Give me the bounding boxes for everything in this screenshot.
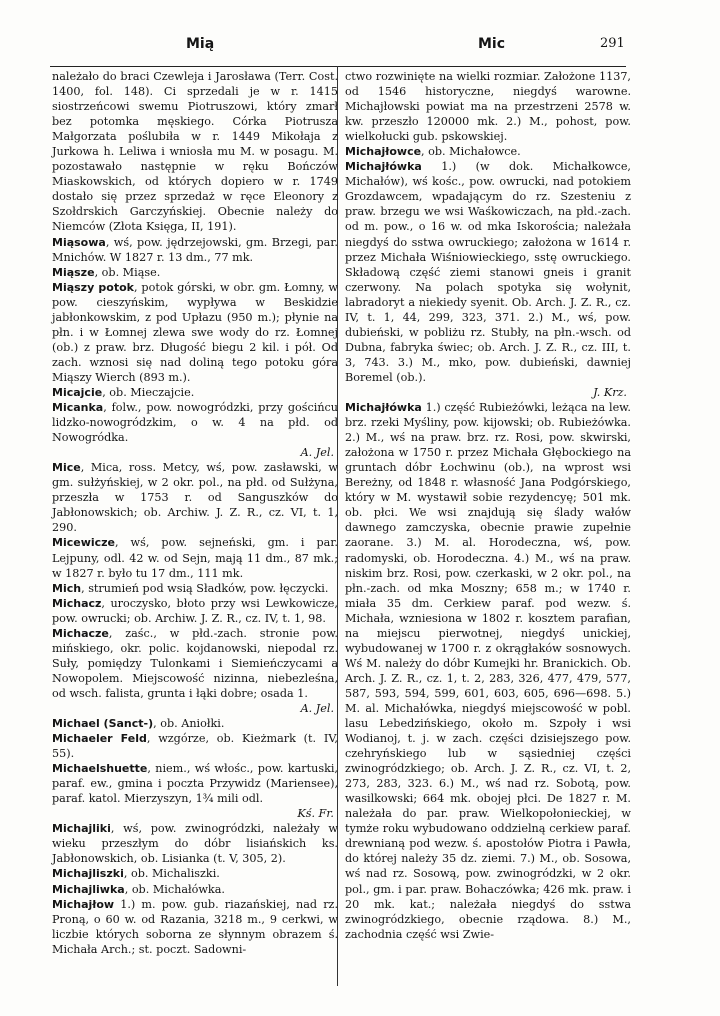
- entry-text: 1.) (w dok. Michałkowce, Michałów), wś kośc., pow. owrucki, nad potokiem Grozdawcem, wpadającym do rz. Szesteniu z praw. brzegu we wsi Waśkowiczach, na płd.-zach. od m. pow., o 16 w. od mka Iskorościa; należała niegdyś do sstwa owruckiego; założona w 1614 r. przez Michała Wiśniowieckiego, sstę owruckiego. Składową część ziemi stanowi gneis i granit czerwony. Na polach spotyka się wołynit, labradoryt a niekiedy syenit. Ob. Arch. J. Z. R., cz. IV, t. 1, 44, 299, 323, 371. 2.) M., wś, pow. dubieński, w pobliżu rz. Stubły, na płn.-wsch. od Dubna, fabryka świec; ob. Arch. J. Z. R., cz. III, t. 3, 743. 3.) M., mko, pow. dubieński, dawniej Boremel (ob.).: [345, 160, 631, 384]
- dictionary-entry: [52, 385, 338, 400]
- author-signature: Kś. Fr.: [297, 807, 334, 821]
- right-column: [345, 69, 631, 942]
- entry-headword: Michacz: [52, 596, 102, 610]
- entry-text: , folw., pow. nowogródzki, przy gościńcu lidzko-nowogródzkim, o w. 4 na płd. od Nowogródka.: [52, 401, 338, 445]
- dictionary-entry: [52, 821, 338, 866]
- header-rule: [50, 66, 626, 67]
- entry-text: 1.) część Rubieżówki, leżąca na lew. brz. rzeki Myśliny, pow. kijowski; ob. Rubieżówka. 2.) M., wś na praw. brz. rz. Rosi, pow. skwirski, założona w 1750 r. przez Michała Głębockiego na gruntach dóbr Łochwinu (ob.), na wprost wsi Bereżny, od 1848 r. własność Jana Podgórskiego, który w M. wystawił sobie rezydencyę; 501 mk. ob. płci. We wsi znajdują się ślady wałów dawnego zamczyska, obecnie prawie zupełnie zaorane. 3.) M. al. Horodeczna, wś, pow. radomyski, ob. Horodeczna. 4.) M., wś na praw. niskim brz. Rosi, pow. czerkaski, w 2 okr. pol., na płn.-zach. od mka Moszny; 658 m.; w 1740 r. miała 35 dm. Cerkiew paraf. pod wezw. ś. Michała, wzniesiona w 1802 r. kosztem parafian, na miejscu pierwotnej, niegdyś unickiej, wybudowanej w 1700 r. z okrągłaków sosnowych. Wś M. należy do dóbr Kumejki hr. Branickich. Ob. Arch. J. Z. R., cz. 1, t. 2, 283, 326, 477, 479, 577, 587, 593, 594, 599, 601, 603, 605, 696—698. 5.) M. al. Michałówka, niegdyś miejscowość w pobl. lasu Lebedzińskiego, około m. Szpoły i wsi Wodianoj, t. j. w zach. części dzisiejszego pow. czehryńskiego lub w sąsiedniej części zwinogródzkiego; ob. Arch. J. Z. R., cz. VI, t. 2, 273, 283, 323. 6.) M., wś nad rz. Sobotą, pow. wasilkowski; 664 mk. obojej płci. De 1827 r. M. należała do par. praw. Wielkopołonieckiej, w tymże roku wybudowano oddzielną cerkiew paraf. drewnianą pod wezw. ś. apostołów Piotra i Pawła, do której należy 35 dz. ziemi. 7.) M., ob. Sosowa, wś nad rz. Sosową, pow. zwinogródzki, w 2 okr. pol., gm. i par. praw. Bohaczówka; 426 mk. praw. i 20 mk. kat.; należała niegdyś do sstwa zwinogródzkiego, obecnie rządowa. 8.) M., zachodnia część wsi Zwie-: [345, 401, 631, 941]
- page-number: 291: [600, 36, 625, 51]
- dictionary-entry: [345, 400, 631, 942]
- author-signature: J. Krz.: [593, 385, 627, 399]
- entry-text: , zaśc., w płd.-zach. stronie pow. mińskiego, okr. polic. kojdanowski, niepodal rz. Suły, pomiędzy Tulonkami i Siemieńczycami a Nowopolem. Miejscowość nizinna, niebezleśna, od wsch. falista, grunta i łąki dobre; osada 1.: [52, 626, 338, 700]
- entry-headword: Michajłowce: [345, 145, 422, 159]
- entry-headword: Michael (Sanct-): [52, 717, 154, 731]
- entry-headword: Mice: [52, 461, 81, 475]
- entry-text: , ob. Mieczajcie.: [102, 385, 195, 399]
- entry-text: należało do braci Czewleja i Jarosława (Terr. Cost. 1400, fol. 148). Ci sprzedali je w r. 1415 siostrzeńcowi swemu Piotruszowi, który zmarł bez potomka męskiego. Córka Piotrusza Małgorzata poślubiła w r. 1449 Mikołaja z Jurkowa h. Leliwa i wniosła mu M. w posagu. M. pozostawało następnie w ręku Bończów Miaskowskich, od których dopiero w r. 1749 dostało się przez sprzedaż w ręce Eleonory z Szołdrskich Garczyńskiej. Obecnie należy do Niemców (Złota Księga, II, 191).: [52, 70, 338, 234]
- dictionary-entry: [52, 882, 338, 897]
- dictionary-entry: [345, 144, 631, 159]
- entry-headword: Michajłówka: [345, 160, 422, 174]
- dictionary-entry: [52, 716, 338, 731]
- dictionary-entry: [52, 596, 338, 626]
- entry-headword: Micewicze: [52, 536, 116, 550]
- entry-headword: Miąszy potok: [52, 280, 134, 294]
- running-head-center: Mic: [478, 36, 506, 52]
- entry-headword: Michajliwka: [52, 882, 125, 896]
- entry-text: , ob. Michałowce.: [421, 145, 521, 159]
- entry-headword: Micajcie: [52, 385, 103, 399]
- dictionary-entry: [52, 265, 338, 280]
- dictionary-entry: [52, 280, 338, 385]
- entry-text: 1.) m. pow. gub. riazańskiej, nad rz. Proną, o 60 w. od Razania, 3218 m., 9 cerkwi, w liczbie których soborna ze słynnym obrazem ś. Michała Arch.; st. poczt. Sadowni-: [52, 897, 338, 956]
- running-head-left: Mią: [186, 36, 215, 52]
- dictionary-entry: [52, 626, 338, 716]
- entry-headword: Michajłow: [52, 897, 115, 911]
- entry-headword: Michaelshuette: [52, 762, 148, 776]
- dictionary-entry: [52, 761, 338, 821]
- dictionary-entry: [52, 235, 338, 265]
- author-signature: A. Jel.: [300, 701, 334, 715]
- dictionary-entry: [52, 897, 338, 957]
- entry-text: , wś, pow. zwinogródzki, należały w wieku przeszłym do dóbr lisiańskich ks. Jabłonowskich, ob. Lisianka (t. V, 305, 2).: [52, 822, 338, 866]
- entry-headword: Mich: [52, 581, 82, 595]
- entry-text: , ob. Michałówka.: [124, 882, 225, 896]
- page-header: [0, 36, 720, 60]
- dictionary-entry: [52, 866, 338, 881]
- dictionary-entry: [52, 581, 338, 596]
- entry-headword: Michajłówka: [345, 401, 422, 415]
- entry-text: ctwo rozwinięte na wielki rozmiar. Założone 1137, od 1546 historyczne, niegdyś warowne. Michajłowski powiat ma na przestrzeni 2578 w. kw. przeszło 120000 mk. 2.) M., pohost, pow. wielkołucki gub. pskowskiej.: [345, 70, 631, 144]
- entry-text: , potok górski, w obr. gm. Łomny, w pow. cieszyńskim, wypływa w Beskidzie jabłonkowskim, z pod Upłazu (950 m.); płynie na płn. i w Łomnej zlewa swe wody do rz. Łomnej (ob.) z praw. brz. Długość biegu 2 kil. i pół. Od zach. wznosi się nad doliną tego potoku góra Miąszy Wierch (893 m.).: [52, 280, 338, 384]
- dictionary-entry: [345, 69, 631, 144]
- left-column: [52, 69, 338, 957]
- entry-headword: Michajliszki: [52, 867, 124, 881]
- entry-text: , strumień pod wsią Sładków, pow. łęczycki.: [81, 581, 329, 595]
- dictionary-entry: [52, 69, 338, 235]
- entry-text: , uroczysko, błoto przy wsi Lewkowicze, pow. owrucki; ob. Archiw. J. Z. R., cz. IV, t. 1, 98.: [52, 596, 338, 625]
- entry-text: , niem., wś włośc., pow. kartuski, paraf. ew., gmina i poczta Przywidz (Mariensee), paraf. katol. Mierzyszyn, 1¾ mili odl.: [52, 762, 338, 806]
- author-signature: A. Jel.: [300, 446, 334, 460]
- entry-headword: Michaeler Feld: [52, 732, 147, 746]
- dictionary-entry: [52, 460, 338, 535]
- dictionary-entry: [52, 535, 338, 580]
- entry-text: , Mica, ross. Metcy, wś, pow. zasławski, w gm. sułżyńskiej, w 2 okr. pol., na płd. od Sułżyna, przeszła w 1753 r. od Sanguszków do Jabłonowskich; ob. Archiw. J. Z. R., cz. VI, t. 1, 290.: [52, 461, 338, 535]
- entry-text: , ob. Michaliszki.: [123, 867, 220, 881]
- entry-headword: Miąsze: [52, 265, 95, 279]
- entry-text: , wś, pow. jędrzejowski, gm. Brzegi, par. Mnichów. W 1827 r. 13 dm., 77 mk.: [52, 235, 338, 264]
- entry-text: , ob. Aniołki.: [153, 717, 225, 731]
- dictionary-entry: [52, 400, 338, 460]
- entry-text: , ob. Miąse.: [94, 265, 161, 279]
- entry-text: , wzgórze, ob. Kieżmark (t. IV, 55).: [52, 732, 338, 761]
- dictionary-entry: [345, 159, 631, 400]
- entry-headword: Michacze: [52, 626, 109, 640]
- entry-headword: Micanka: [52, 401, 104, 415]
- entry-headword: Miąsowa: [52, 235, 106, 249]
- entry-headword: Michajliki: [52, 822, 111, 836]
- dictionary-entry: [52, 731, 338, 761]
- entry-text: , wś, pow. sejneński, gm. i par. Lejpuny, odl. 42 w. od Sejn, mają 11 dm., 87 mk.; w 1827 r. było tu 17 dm., 111 mk.: [52, 536, 338, 580]
